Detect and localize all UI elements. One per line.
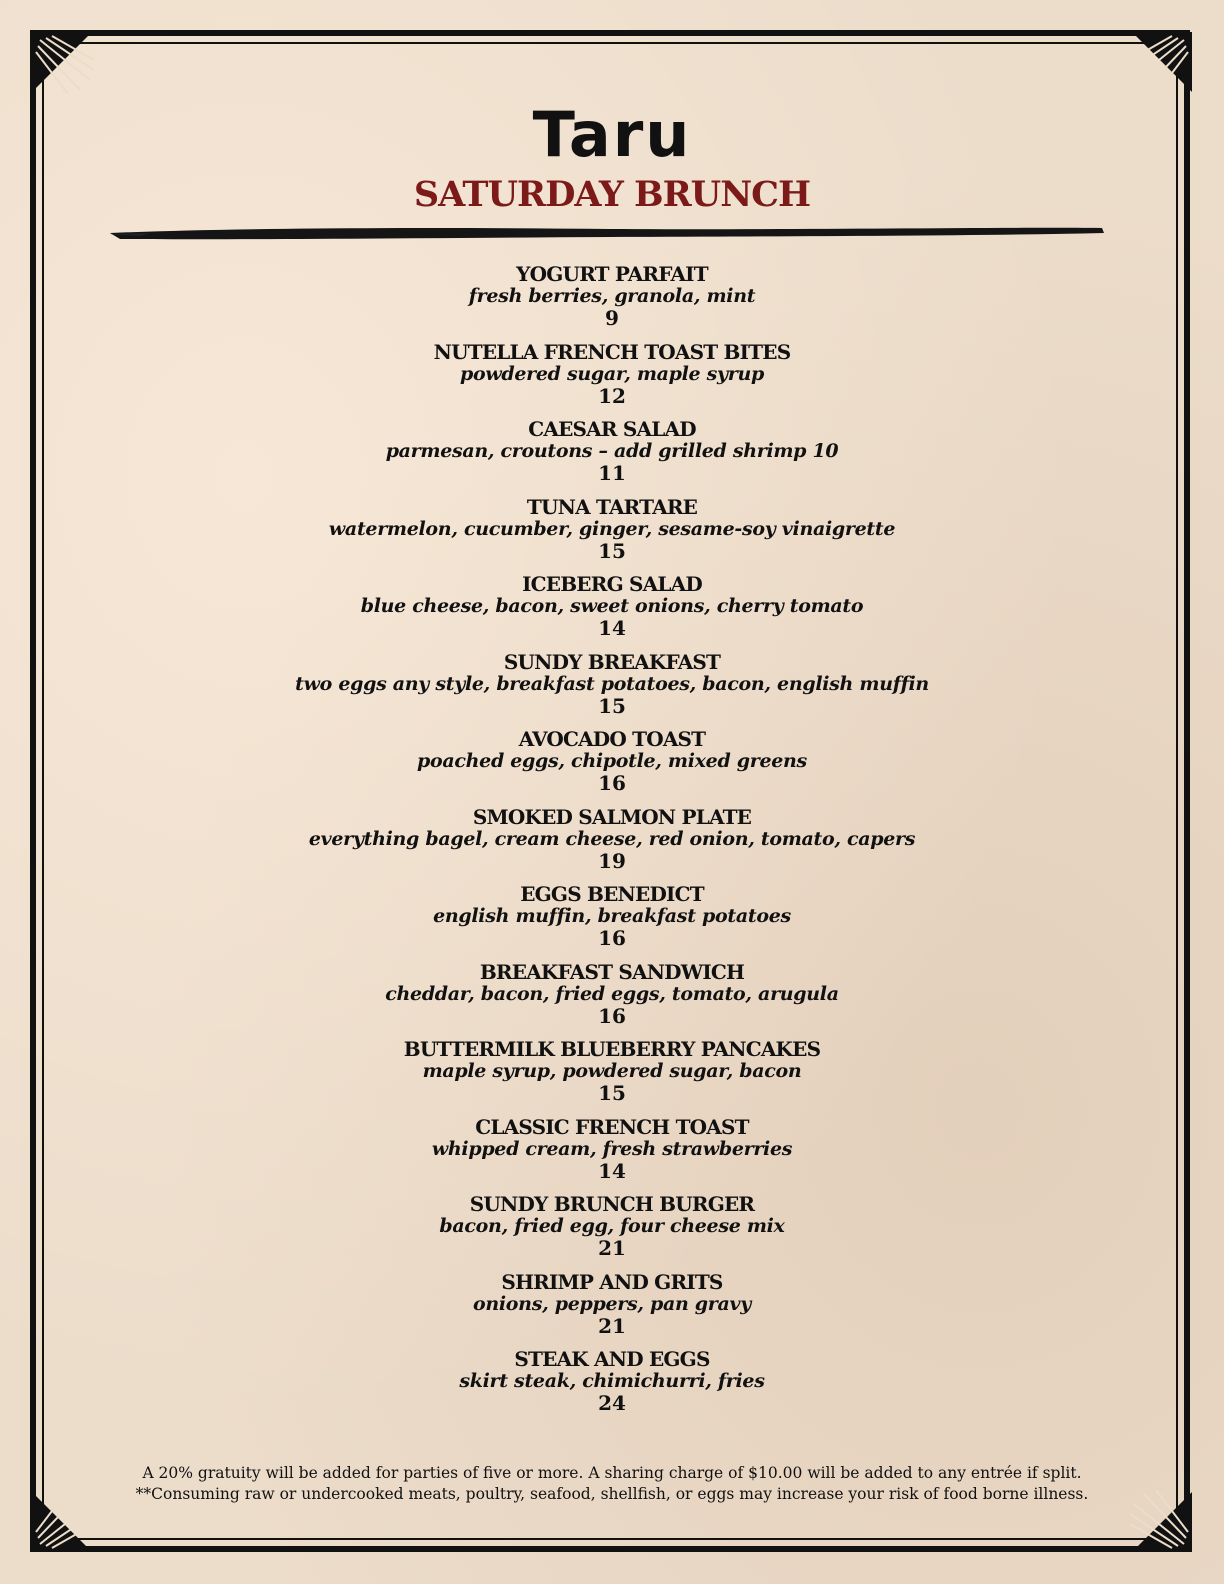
menu-item-price: 21 (598, 1236, 626, 1260)
menu-item-name: CLASSIC FRENCH TOAST (475, 1114, 749, 1139)
menu-item-description: skirt steak, chimichurri, fries (459, 1370, 765, 1392)
menu-item-price: 11 (598, 461, 626, 485)
menu-item (0, 727, 1224, 805)
menu-item (0, 340, 1224, 418)
menu-item-name: SUNDY BREAKFAST (503, 649, 721, 674)
menu-item (0, 262, 1224, 340)
menu-item-description: parmesan, croutons – add grilled shrimp 10 (385, 440, 839, 462)
menu-item (0, 1192, 1224, 1270)
menu-item-price: 21 (598, 1313, 626, 1338)
menu-item (0, 1115, 1224, 1193)
menu-item (0, 1270, 1224, 1348)
health-warning: **Consuming raw or undercooked meats, poultry, seafood, shellfish, or eggs may increase your risk of food borne illness. (135, 1485, 1089, 1503)
menu-item-description: bacon, fried egg, four cheese mix (439, 1215, 785, 1237)
menu-item-price: 15 (598, 1081, 626, 1105)
menu-item (0, 882, 1224, 960)
menu-item-name: SHRIMP AND GRITS (501, 1269, 723, 1294)
menu-item-name: SUNDY BRUNCH BURGER (469, 1192, 755, 1216)
menu-item-price: 14 (598, 616, 626, 640)
menu-item (0, 1037, 1224, 1115)
menu-item-name: AVOCADO TOAST (518, 727, 706, 751)
menu-item-price: 16 (598, 771, 626, 795)
menu-item-description: powdered sugar, maple syrup (459, 362, 765, 385)
menu-item-price: 14 (598, 1158, 626, 1183)
menu-item (0, 572, 1224, 650)
menu-item-price: 16 (598, 926, 626, 950)
menu-item (0, 650, 1224, 728)
menu-item-description: cheddar, bacon, fried eggs, tomato, arugula (385, 982, 839, 1005)
menu-item-description: whipped cream, fresh strawberries (431, 1137, 793, 1160)
menu-item-description: onions, peppers, pan gravy (473, 1292, 751, 1315)
menu-item-description: two eggs any style, breakfast potatoes, bacon, english muffin (295, 672, 929, 695)
menu-item-description: fresh berries, granola, mint (468, 285, 756, 307)
menu-item-description: maple syrup, powdered sugar, bacon (422, 1060, 802, 1082)
restaurant-logo (512, 92, 712, 168)
menu-item-price: 9 (605, 306, 619, 330)
menu-footer (0, 1463, 1224, 1505)
gratuity-note: A 20% gratuity will be added for parties of five or more. A sharing charge of $10.00 will be added to any entrée if split. (142, 1464, 1082, 1482)
menu-item-description: everything bagel, cream cheese, red onion, tomato, capers (308, 827, 916, 850)
menu-item-price: 19 (598, 848, 626, 873)
menu-item-name: YOGURT PARFAIT (516, 262, 708, 286)
menu-item-name: SMOKED SALMON PLATE (472, 804, 752, 829)
menu-item-price: 12 (598, 383, 626, 408)
menu-title: SATURDAY BRUNCH (413, 174, 811, 215)
menu-item (0, 1347, 1224, 1425)
menu-item-description: blue cheese, bacon, sweet onions, cherry tomato (360, 595, 864, 617)
corner-ornament-top-left (32, 32, 96, 96)
menu-item-description: watermelon, cucumber, ginger, sesame-soy vinaigrette (328, 517, 896, 540)
menu-item-name: ICEBERG SALAD (522, 572, 702, 596)
menu-item-name: CAESAR SALAD (528, 417, 696, 441)
brush-stroke-divider (110, 224, 1110, 244)
corner-ornament-top-right (1128, 32, 1192, 96)
menu-item-price: 15 (598, 538, 626, 563)
menu-header (0, 92, 1224, 215)
menu-item (0, 960, 1224, 1038)
menu-item (0, 417, 1224, 495)
svg-text:Taru: Taru (532, 98, 692, 168)
menu-item-price: 16 (598, 1003, 626, 1028)
menu-item-price: 15 (598, 693, 626, 718)
menu-item-description: english muffin, breakfast potatoes (433, 905, 791, 927)
menu-list (0, 262, 1224, 1425)
menu-item (0, 805, 1224, 883)
menu-item (0, 495, 1224, 573)
menu-item-name: BUTTERMILK BLUEBERRY PANCAKES (403, 1037, 821, 1061)
menu-item-description: poached eggs, chipotle, mixed greens (417, 750, 807, 772)
menu-item-name: EGGS BENEDICT (520, 882, 704, 906)
menu-item-name: STEAK AND EGGS (514, 1347, 710, 1371)
menu-item-name: TUNA TARTARE (526, 494, 698, 519)
menu-item-name: BREAKFAST SANDWICH (479, 959, 745, 984)
menu-item-price: 24 (598, 1391, 626, 1415)
menu-item-name: NUTELLA FRENCH TOAST BITES (433, 339, 791, 364)
